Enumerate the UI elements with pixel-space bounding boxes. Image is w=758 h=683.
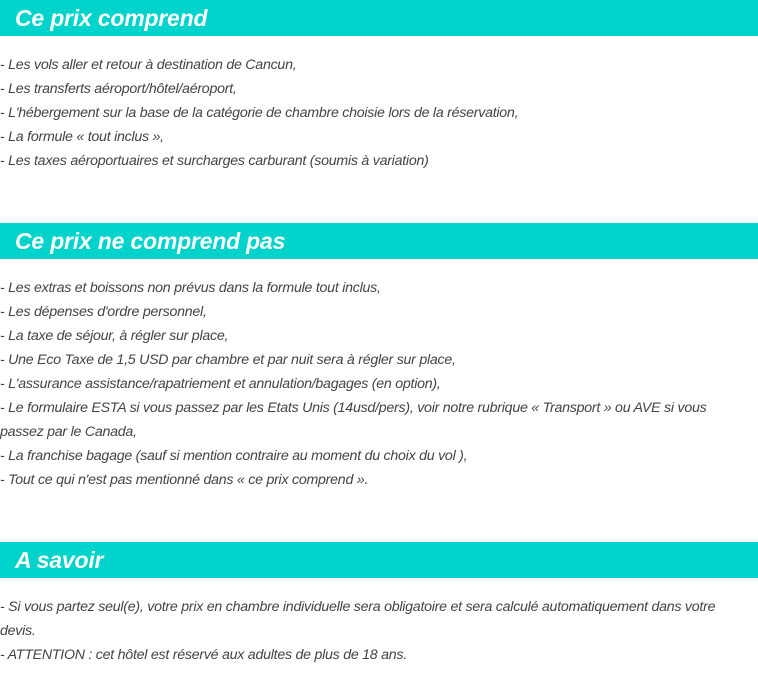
list-item-continuation: devis. [0, 623, 36, 639]
list-item: - Le formulaire ESTA si vous passez par les Etats Unis (14usd/pers), voir notre rubrique « Transport » ou AVE si vous [0, 400, 707, 416]
price-includes-list [0, 36, 758, 173]
list-item: - Les dépenses d'ordre personnel, [0, 304, 207, 320]
good-to-know-list [0, 578, 758, 667]
list-item: - Tout ce qui n'est pas mentionné dans « ce prix comprend ». [0, 472, 369, 488]
list-item: - La taxe de séjour, à régler sur place, [0, 328, 229, 344]
list-item-continuation: passez par le Canada, [0, 424, 137, 440]
section-title-price-excludes: Ce prix ne comprend pas [0, 223, 758, 259]
list-item: - L'hébergement sur la base de la catégorie de chambre choisie lors de la réservation, [0, 105, 519, 121]
section-good-to-know [0, 542, 758, 667]
list-item: - La formule « tout inclus », [0, 129, 164, 145]
list-item: - Les transferts aéroport/hôtel/aéroport, [0, 81, 237, 97]
section-price-excludes [0, 223, 758, 492]
section-title-price-includes: Ce prix comprend [0, 0, 758, 36]
section-price-includes [0, 0, 758, 173]
list-item: - Les taxes aéroportuaires et surcharges carburant (soumis à variation) [0, 153, 429, 169]
section-title-good-to-know: A savoir [0, 542, 758, 578]
list-item: - ATTENTION : cet hôtel est réservé aux adultes de plus de 18 ans. [0, 647, 407, 663]
list-item: - Les vols aller et retour à destination de Cancun, [0, 57, 297, 73]
list-item: - Une Eco Taxe de 1,5 USD par chambre et par nuit sera à régler sur place, [0, 352, 456, 368]
list-item: - L'assurance assistance/rapatriement et annulation/bagages (en option), [0, 376, 441, 392]
price-excludes-list [0, 259, 758, 492]
list-item: - Si vous partez seul(e), votre prix en chambre individuelle sera obligatoire et sera calculé automatiquement dans votre [0, 599, 716, 615]
list-item: - La franchise bagage (sauf si mention contraire au moment du choix du vol ), [0, 448, 468, 464]
list-item: - Les extras et boissons non prévus dans la formule tout inclus, [0, 280, 381, 296]
